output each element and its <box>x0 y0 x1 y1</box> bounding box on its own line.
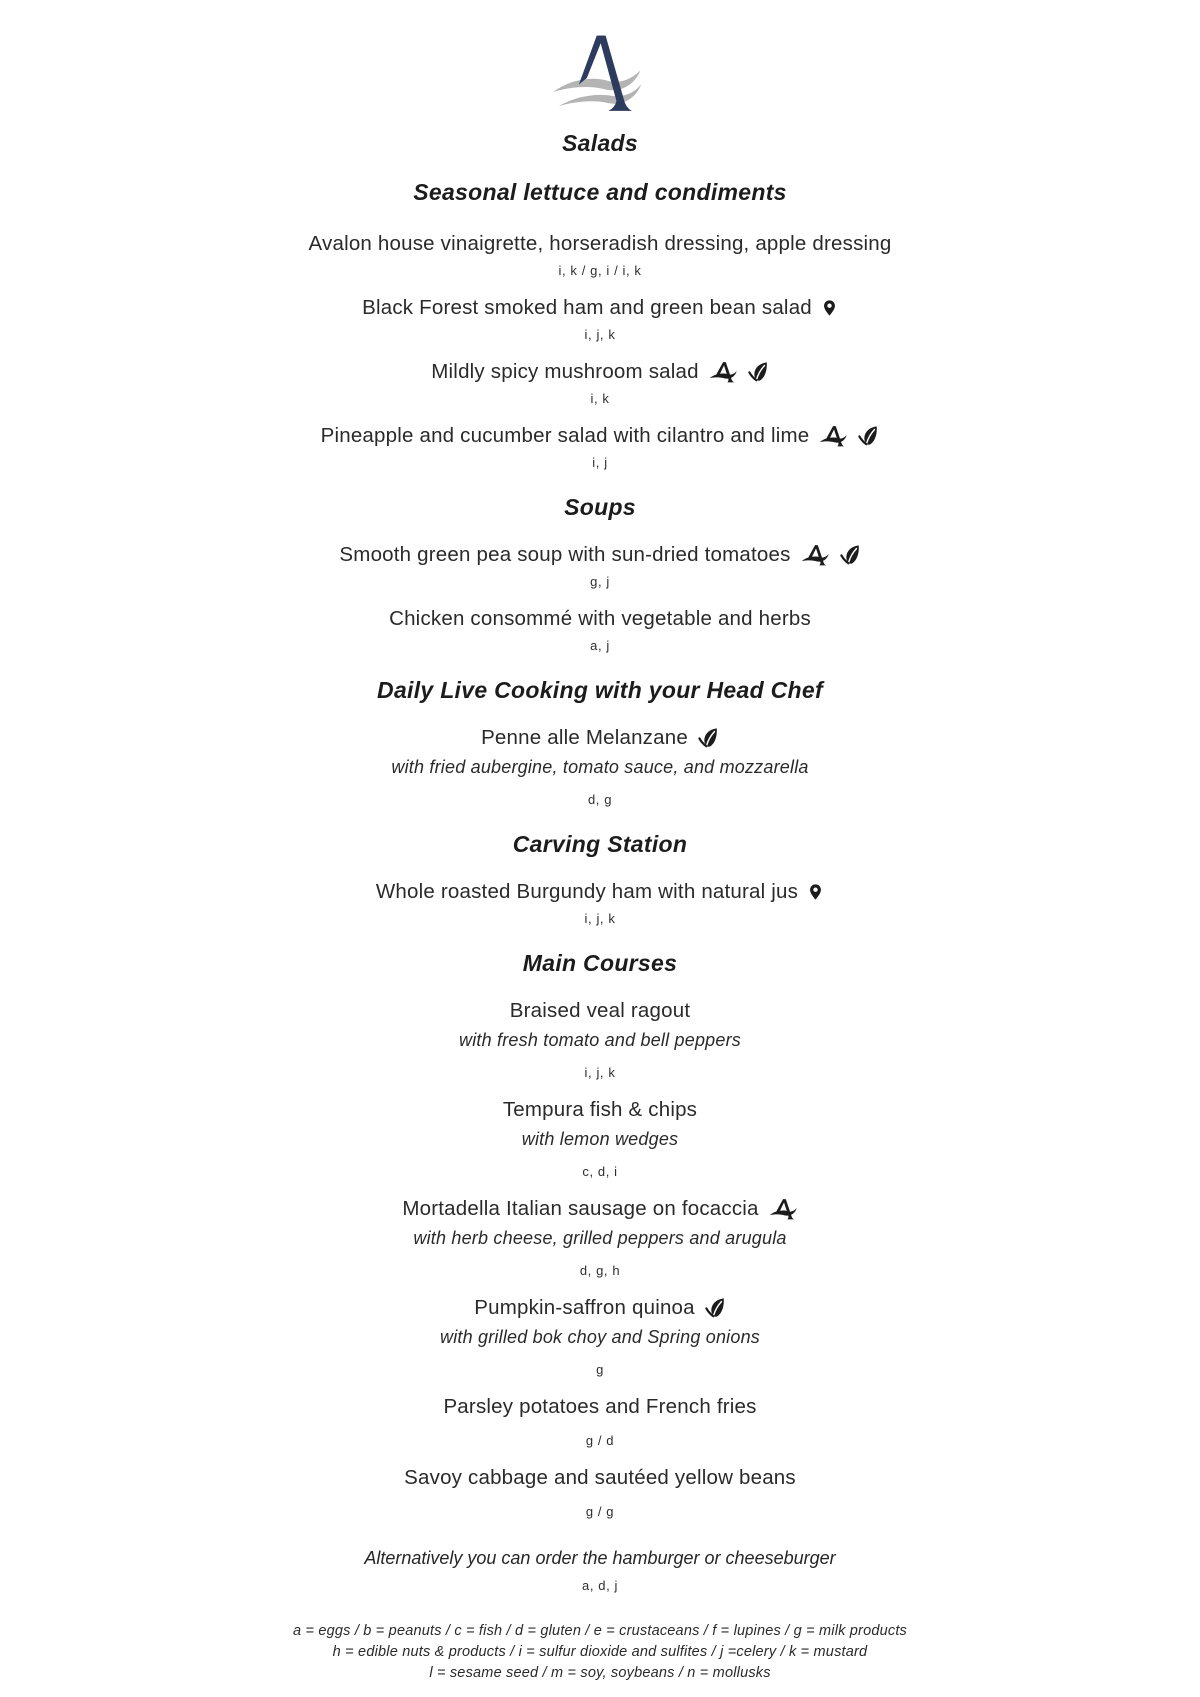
alternative-order-note: Alternatively you can order the hamburger or cheeseburger <box>364 1548 836 1569</box>
menu-item-pineapple-cucumber-salad <box>100 422 1100 472</box>
allergen-codes: g <box>596 1362 604 1378</box>
allergen-legend <box>100 1621 1100 1684</box>
allergen-codes: g / g <box>585 1504 615 1520</box>
menu-item-burgundy-ham <box>100 878 1100 928</box>
menu-item-name: Black Forest smoked ham and green bean salad <box>362 296 812 320</box>
menu-item-pumpkin-saffron-quinoa <box>100 1294 1100 1379</box>
menu-item-name: Smooth green pea soup with sun-dried tomatoes <box>339 543 791 567</box>
avalon-logo <box>538 30 662 124</box>
menu-item-name: Pineapple and cucumber salad with cilantro and lime <box>320 424 810 448</box>
allergen-codes: a, d, j <box>582 1578 618 1594</box>
allergen-codes: d, g, h <box>579 1263 621 1279</box>
allergen-legend-line-3: l = sesame seed / m = soy, soybeans / n = mollusks <box>429 1665 771 1682</box>
section-title-carving-station: Carving Station <box>512 831 688 858</box>
avalon-a-icon <box>800 544 830 567</box>
menu-item-description: with herb cheese, grilled peppers and arugula <box>413 1228 787 1249</box>
allergen-codes: c, d, i <box>582 1164 618 1180</box>
avalon-a-icon <box>768 1198 798 1221</box>
allergen-codes: g, j <box>590 574 610 590</box>
menu-item-name: Avalon house vinaigrette, horseradish dressing, apple dressing <box>308 232 892 256</box>
menu-item-spicy-mushroom-salad <box>100 358 1100 408</box>
menu-item-parsley-potatoes-fries <box>100 1393 1100 1450</box>
menu-item-name: Chicken consommé with vegetable and herbs <box>389 607 811 631</box>
vegetarian-leaf-icon <box>697 727 719 749</box>
location-pin-icon <box>821 297 838 319</box>
allergen-codes: d, g <box>587 792 613 808</box>
location-pin-icon <box>807 881 824 903</box>
menu-page <box>100 0 1100 1684</box>
menu-item-name: Tempura fish & chips <box>502 1098 698 1122</box>
menu-item-green-pea-soup <box>100 541 1100 591</box>
section-title-soups: Soups <box>564 494 636 521</box>
allergen-legend-line-2: h = edible nuts & products / i = sulfur dioxide and sulfites / j =celery / k = mustard <box>332 1644 868 1661</box>
menu-item-description: with lemon wedges <box>521 1129 679 1150</box>
menu-item-braised-veal-ragout <box>100 997 1100 1082</box>
avalon-a-icon <box>818 425 848 448</box>
menu-item-penne-alle-melanzane <box>100 724 1100 809</box>
menu-item-description: with grilled bok choy and Spring onions <box>440 1327 760 1348</box>
vegetarian-leaf-icon <box>857 425 879 447</box>
menu-item-name: Mortadella Italian sausage on focaccia <box>402 1197 759 1221</box>
allergen-legend-line-1: a = eggs / b = peanuts / c = fish / d = gluten / e = crustaceans / f = lupines / g = milk products <box>292 1623 908 1640</box>
vegetarian-leaf-icon <box>839 544 861 566</box>
menu-item-black-forest-ham-salad <box>100 294 1100 344</box>
allergen-codes: i, j, k <box>584 1065 616 1081</box>
avalon-a-icon <box>708 361 738 384</box>
vegetarian-leaf-icon <box>704 1297 726 1319</box>
menu-item-name: Whole roasted Burgundy ham with natural jus <box>375 880 799 904</box>
menu-item-name: Penne alle Melanzane <box>481 726 688 750</box>
section-title-main-courses: Main Courses <box>522 950 678 977</box>
menu-item-name: Parsley potatoes and French fries <box>443 1395 757 1419</box>
allergen-codes: i, k <box>590 391 610 407</box>
menu-item-name: Mildly spicy mushroom salad <box>431 360 699 384</box>
section-title-daily-live-cooking: Daily Live Cooking with your Head Chef <box>377 677 823 704</box>
menu-item-name: Pumpkin-saffron quinoa <box>474 1296 695 1320</box>
vegetarian-leaf-icon <box>747 361 769 383</box>
allergen-codes: i, k / g, i / i, k <box>558 263 642 279</box>
menu-item-name: Braised veal ragout <box>509 999 691 1023</box>
section-subtitle-seasonal-lettuce: Seasonal lettuce and condiments <box>413 179 787 206</box>
allergen-codes: g / d <box>585 1433 615 1449</box>
section-title-salads: Salads <box>562 130 638 156</box>
allergen-codes: i, j <box>592 455 608 471</box>
allergen-codes: i, j, k <box>584 327 616 343</box>
menu-item-chicken-consomme <box>100 605 1100 655</box>
menu-item-mortadella-focaccia <box>100 1195 1100 1280</box>
allergen-codes: i, j, k <box>584 911 616 927</box>
menu-item-description: with fresh tomato and bell peppers <box>459 1030 741 1051</box>
menu-item-tempura-fish-chips <box>100 1096 1100 1181</box>
menu-item-savoy-cabbage-beans <box>100 1464 1100 1521</box>
allergen-codes: a, j <box>590 638 610 654</box>
menu-item-name: Savoy cabbage and sautéed yellow beans <box>404 1466 796 1490</box>
menu-item-dressings <box>100 230 1100 280</box>
avalon-a-wave-logo-graphic <box>538 30 662 124</box>
menu-item-description: with fried aubergine, tomato sauce, and mozzarella <box>391 757 809 778</box>
